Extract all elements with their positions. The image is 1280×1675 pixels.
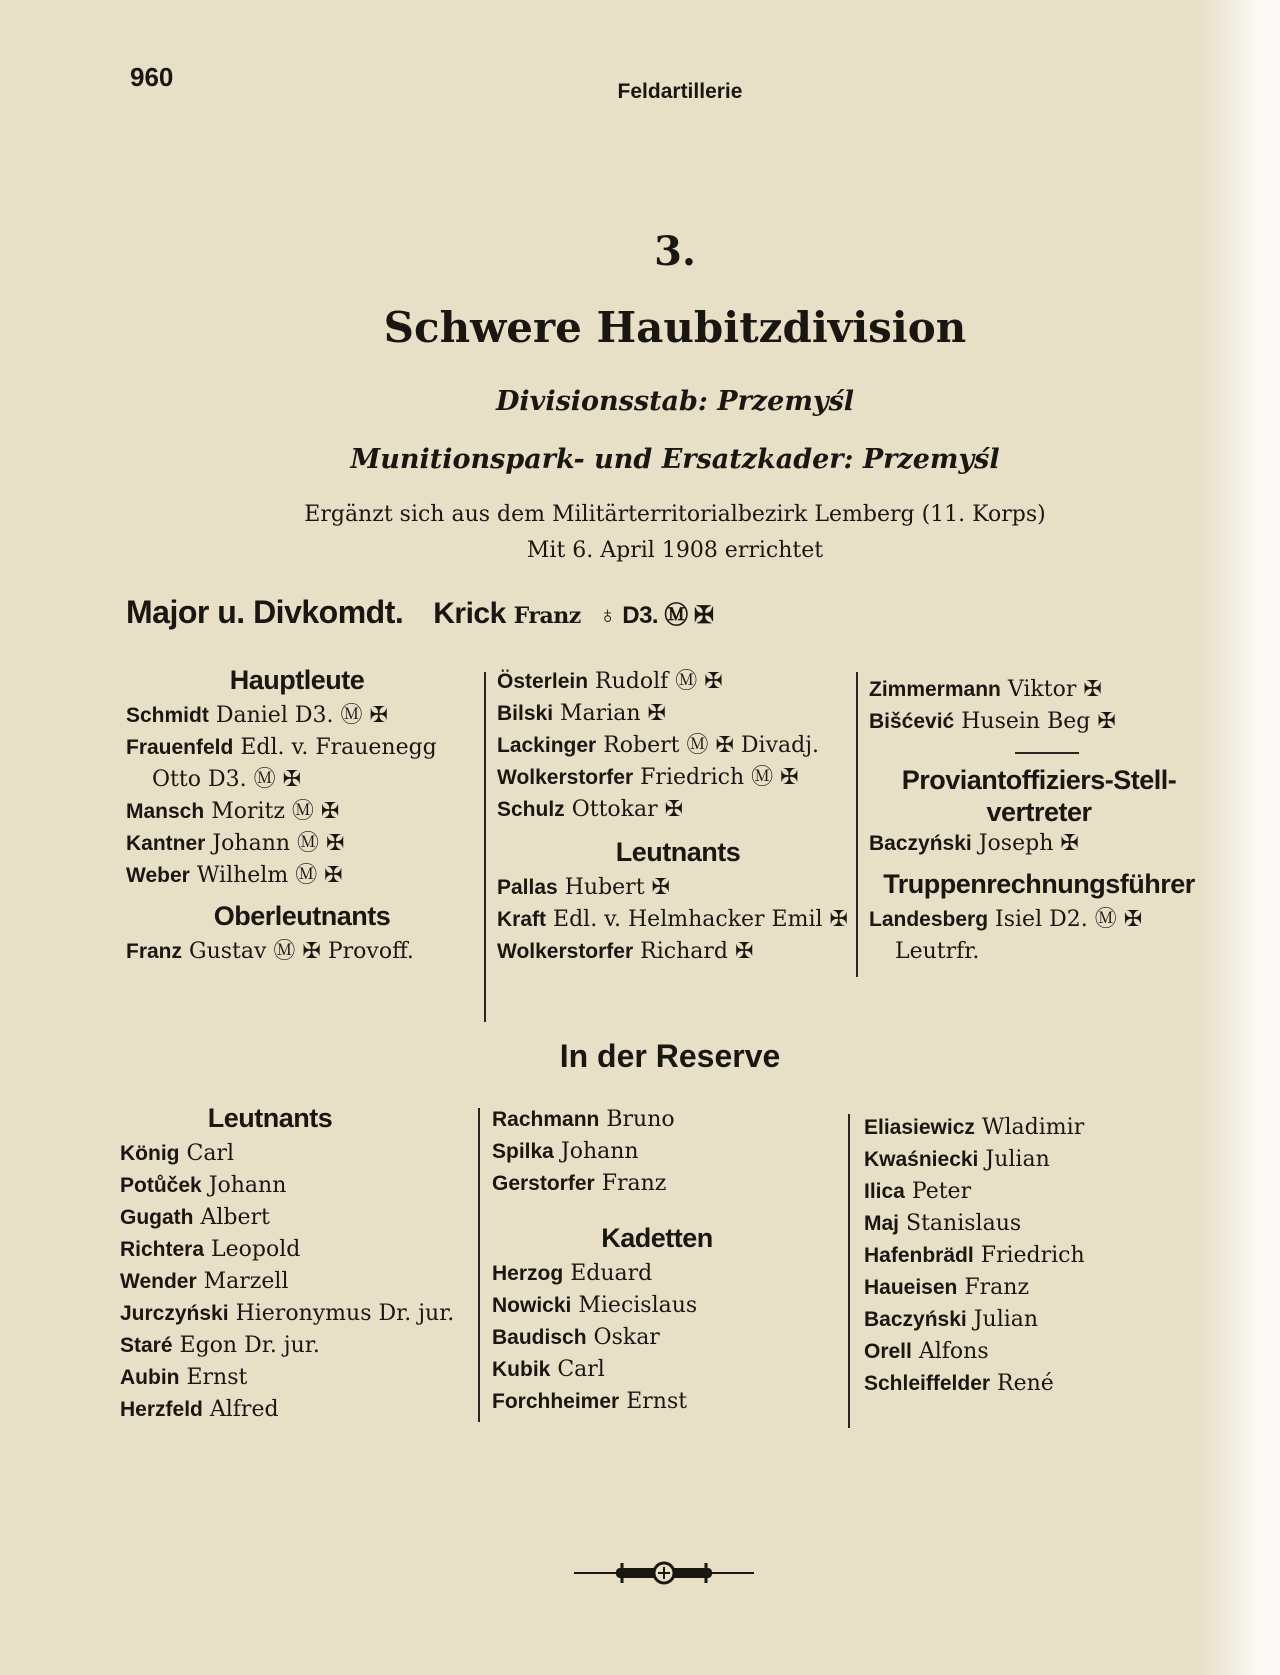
given-name-and-decorations: Wladimir — [981, 1115, 1085, 1140]
commander-label: Major u. Divkomdt. — [126, 594, 404, 630]
roster-entry — [864, 1304, 1224, 1336]
given-name-and-decorations: Alfons — [918, 1339, 989, 1364]
given-name-and-decorations: Eduard — [570, 1261, 653, 1286]
given-name-and-decorations: Otto D3. Ⓜ ✠ — [152, 767, 302, 792]
reserve-column-2 — [492, 1104, 852, 1418]
roster-entry — [869, 674, 1209, 706]
given-name-and-decorations: Franz — [964, 1275, 1030, 1300]
roster-entry — [120, 1394, 480, 1426]
staff-line: Divisionsstab: Przemyśl — [495, 386, 855, 417]
given-name-and-decorations: Carl — [557, 1357, 605, 1382]
surname: Richtera — [120, 1238, 205, 1261]
surname: Baczyński — [864, 1308, 967, 1331]
section-heading: vertreter — [986, 797, 1092, 827]
given-name-and-decorations: Ernst — [186, 1365, 248, 1390]
surname: Bišćević — [869, 710, 955, 733]
surname: Rachmann — [492, 1108, 600, 1131]
surname: Wolkerstorfer — [497, 940, 634, 963]
page-number: 960 — [130, 62, 174, 92]
given-name-and-decorations: Julian — [973, 1307, 1039, 1332]
given-name-and-decorations: Stanislaus — [906, 1211, 1022, 1236]
given-name-and-decorations: Oskar — [593, 1325, 660, 1350]
surname: Frauenfeld — [126, 736, 234, 759]
given-name-and-decorations: Marzell — [203, 1269, 289, 1294]
given-name-and-decorations: Edl. v. Helmhacker Emil ✠ — [553, 907, 848, 932]
surname: Spilka — [492, 1140, 554, 1163]
roster-entry — [864, 1336, 1224, 1368]
established-line: Mit 6. April 1908 errichtet — [526, 538, 824, 563]
given-name-and-decorations: Johann Ⓜ ✠ — [212, 831, 345, 856]
commander-firstname: Franz — [513, 603, 581, 629]
surname: Weber — [126, 864, 190, 887]
surname: Baudisch — [492, 1326, 587, 1349]
short-rule — [1015, 752, 1079, 754]
page-edge-fade — [1200, 0, 1280, 1675]
surname: Kantner — [126, 832, 206, 855]
surname: Aubin — [120, 1366, 180, 1389]
active-column-2 — [497, 666, 859, 968]
surname: Österlein — [497, 670, 589, 693]
surname: Franz — [126, 940, 183, 963]
surname: Gugath — [120, 1206, 194, 1229]
roster-entry — [126, 732, 478, 764]
surname: Kubik — [492, 1358, 551, 1381]
roster-entry — [126, 700, 478, 732]
surname: Herzfeld — [120, 1398, 203, 1421]
surname: Zimmermann — [869, 678, 1001, 701]
roster-entry — [497, 730, 859, 762]
roster-entry — [492, 1104, 852, 1136]
division-title: Schwere Haubitzdivision — [383, 303, 967, 352]
roster-entry — [126, 828, 478, 860]
given-name-and-decorations: Richard ✠ — [640, 939, 754, 964]
given-name-and-decorations: Robert Ⓜ ✠ Divadj. — [603, 733, 820, 758]
surname: Herzog — [492, 1262, 564, 1285]
roster-entry — [864, 1272, 1224, 1304]
commander-decorations: ♁ D3. Ⓜ ✠ — [598, 602, 714, 629]
roster-entry — [864, 1176, 1224, 1208]
surname: Schmidt — [126, 704, 209, 727]
roster-entry — [492, 1168, 852, 1200]
roster-entry — [864, 1368, 1224, 1400]
section-heading: Leutnants — [615, 837, 741, 867]
given-name-and-decorations: Daniel D3. Ⓜ ✠ — [215, 703, 388, 728]
roster-entry — [864, 1240, 1224, 1272]
active-column-1 — [126, 660, 478, 968]
given-name-and-decorations: Edl. v. Frauenegg — [240, 735, 437, 760]
given-name-and-decorations: Egon Dr. jur. — [179, 1333, 320, 1358]
given-name-and-decorations: Marian ✠ — [560, 701, 666, 726]
roster-entry — [497, 666, 859, 698]
reserve-column-3 — [864, 1112, 1224, 1400]
commander-surname: Krick — [433, 597, 506, 630]
given-name-and-decorations: Julian — [985, 1147, 1050, 1172]
roster-entry — [497, 872, 859, 904]
roster-entry — [120, 1202, 480, 1234]
roster-entry — [864, 1112, 1224, 1144]
section-heading: Truppenrechnungsführer — [883, 869, 1195, 899]
surname: Forchheimer — [492, 1390, 620, 1413]
column-divider — [484, 672, 486, 1022]
roster-entry — [126, 860, 478, 892]
surname: Landesberg — [869, 908, 989, 931]
roster-entry — [492, 1258, 852, 1290]
given-name-and-decorations: Joseph ✠ — [978, 831, 1079, 856]
section-heading: Proviantoffiziers-Stell- — [901, 765, 1177, 795]
given-name-and-decorations: Gustav Ⓜ ✠ Provoff. — [189, 939, 414, 964]
surname: Bilski — [497, 702, 554, 725]
commander-line — [126, 594, 714, 631]
active-column-3 — [869, 674, 1209, 968]
section-heading: Leutnants — [207, 1103, 333, 1133]
roster-entry — [869, 936, 1209, 968]
given-name-and-decorations: Isiel D2. Ⓜ ✠ — [995, 907, 1143, 932]
given-name-and-decorations: Friedrich Ⓜ ✠ — [640, 765, 799, 790]
roster-entry — [864, 1208, 1224, 1240]
roster-entry — [492, 1136, 852, 1168]
surname: Baczyński — [869, 832, 972, 855]
given-name-and-decorations: Bruno — [606, 1107, 675, 1132]
surname: Haueisen — [864, 1276, 958, 1299]
division-number: 3. — [654, 228, 696, 275]
given-name-and-decorations: Moritz Ⓜ ✠ — [211, 799, 340, 824]
surname: Eliasiewicz — [864, 1116, 975, 1139]
surname: Lackinger — [497, 734, 597, 757]
surname: Hafenbrädl — [864, 1244, 974, 1267]
given-name-and-decorations: Hubert ✠ — [564, 875, 670, 900]
surname: Wolkerstorfer — [497, 766, 634, 789]
surname: Potůček — [120, 1174, 202, 1197]
column-divider — [856, 672, 858, 977]
given-name-and-decorations: Ernst — [626, 1389, 688, 1414]
roster-entry — [497, 762, 859, 794]
surname: Gerstorfer — [492, 1172, 595, 1195]
running-head: Feldartillerie — [617, 80, 743, 103]
roster-entry — [492, 1354, 852, 1386]
roster-entry — [126, 764, 478, 796]
roster-entry — [492, 1322, 852, 1354]
roster-entry — [497, 698, 859, 730]
roster-entry — [120, 1330, 480, 1362]
given-name-and-decorations: René — [997, 1371, 1054, 1396]
roster-entry — [492, 1386, 852, 1418]
surname: Kwaśniecki — [864, 1148, 979, 1171]
given-name-and-decorations: Viktor ✠ — [1007, 677, 1102, 702]
given-name-and-decorations: Leutrfr. — [895, 939, 980, 964]
given-name-and-decorations: Franz — [601, 1171, 667, 1196]
column-divider — [848, 1114, 850, 1428]
section-heading: Hauptleute — [229, 665, 365, 695]
roster-entry — [869, 828, 1209, 860]
surname: Pallas — [497, 876, 558, 899]
given-name-and-decorations: Friedrich — [980, 1243, 1085, 1268]
end-ornament-icon — [574, 1558, 754, 1588]
section-heading: Oberleutnants — [213, 901, 391, 931]
surname: Kraft — [497, 908, 547, 931]
roster-entry — [126, 936, 478, 968]
surname: Orell — [864, 1340, 912, 1363]
given-name-and-decorations: Wilhelm Ⓜ ✠ — [196, 863, 343, 888]
roster-entry — [120, 1362, 480, 1394]
reserve-column-1 — [120, 1098, 480, 1426]
roster-entry — [497, 936, 859, 968]
roster-entry — [864, 1144, 1224, 1176]
munition-line: Munitionspark- und Ersatzkader: Przemyśl — [350, 444, 1000, 475]
surname: Jurczyński — [120, 1302, 229, 1325]
roster-entry — [120, 1266, 480, 1298]
roster-entry — [869, 904, 1209, 936]
surname: Schulz — [497, 798, 565, 821]
surname: Wender — [120, 1270, 197, 1293]
given-name-and-decorations: Carl — [186, 1141, 234, 1166]
given-name-and-decorations: Alfred — [209, 1397, 279, 1422]
given-name-and-decorations: Albert — [200, 1205, 270, 1230]
column-divider — [478, 1108, 480, 1422]
surname: König — [120, 1142, 180, 1165]
roster-entry — [126, 796, 478, 828]
supplement-line: Ergänzt sich aus dem Militärterritorialbezirk Lemberg (11. Korps) — [304, 502, 1046, 527]
surname: Schleiffelder — [864, 1372, 991, 1395]
section-heading: Kadetten — [601, 1223, 713, 1253]
reserve-heading: In der Reserve — [559, 1038, 781, 1074]
surname: Maj — [864, 1212, 900, 1235]
given-name-and-decorations: Ottokar ✠ — [571, 797, 684, 822]
roster-entry — [869, 706, 1209, 738]
roster-entry — [497, 794, 859, 826]
given-name-and-decorations: Hieronymus Dr. jur. — [235, 1301, 455, 1326]
surname: Nowicki — [492, 1294, 572, 1317]
roster-entry — [120, 1138, 480, 1170]
surname: Staré — [120, 1334, 173, 1357]
roster-entry — [492, 1290, 852, 1322]
roster-entry — [120, 1170, 480, 1202]
given-name-and-decorations: Johann — [208, 1173, 287, 1198]
given-name-and-decorations: Miecislaus — [578, 1293, 698, 1318]
roster-entry — [497, 904, 859, 936]
given-name-and-decorations: Johann — [560, 1139, 639, 1164]
roster-entry — [120, 1234, 480, 1266]
roster-entry — [120, 1298, 480, 1330]
given-name-and-decorations: Husein Beg ✠ — [961, 709, 1116, 734]
surname: Mansch — [126, 800, 205, 823]
surname: Ilica — [864, 1180, 905, 1203]
given-name-and-decorations: Rudolf Ⓜ ✠ — [595, 669, 723, 694]
given-name-and-decorations: Leopold — [211, 1237, 301, 1262]
given-name-and-decorations: Peter — [911, 1179, 972, 1204]
